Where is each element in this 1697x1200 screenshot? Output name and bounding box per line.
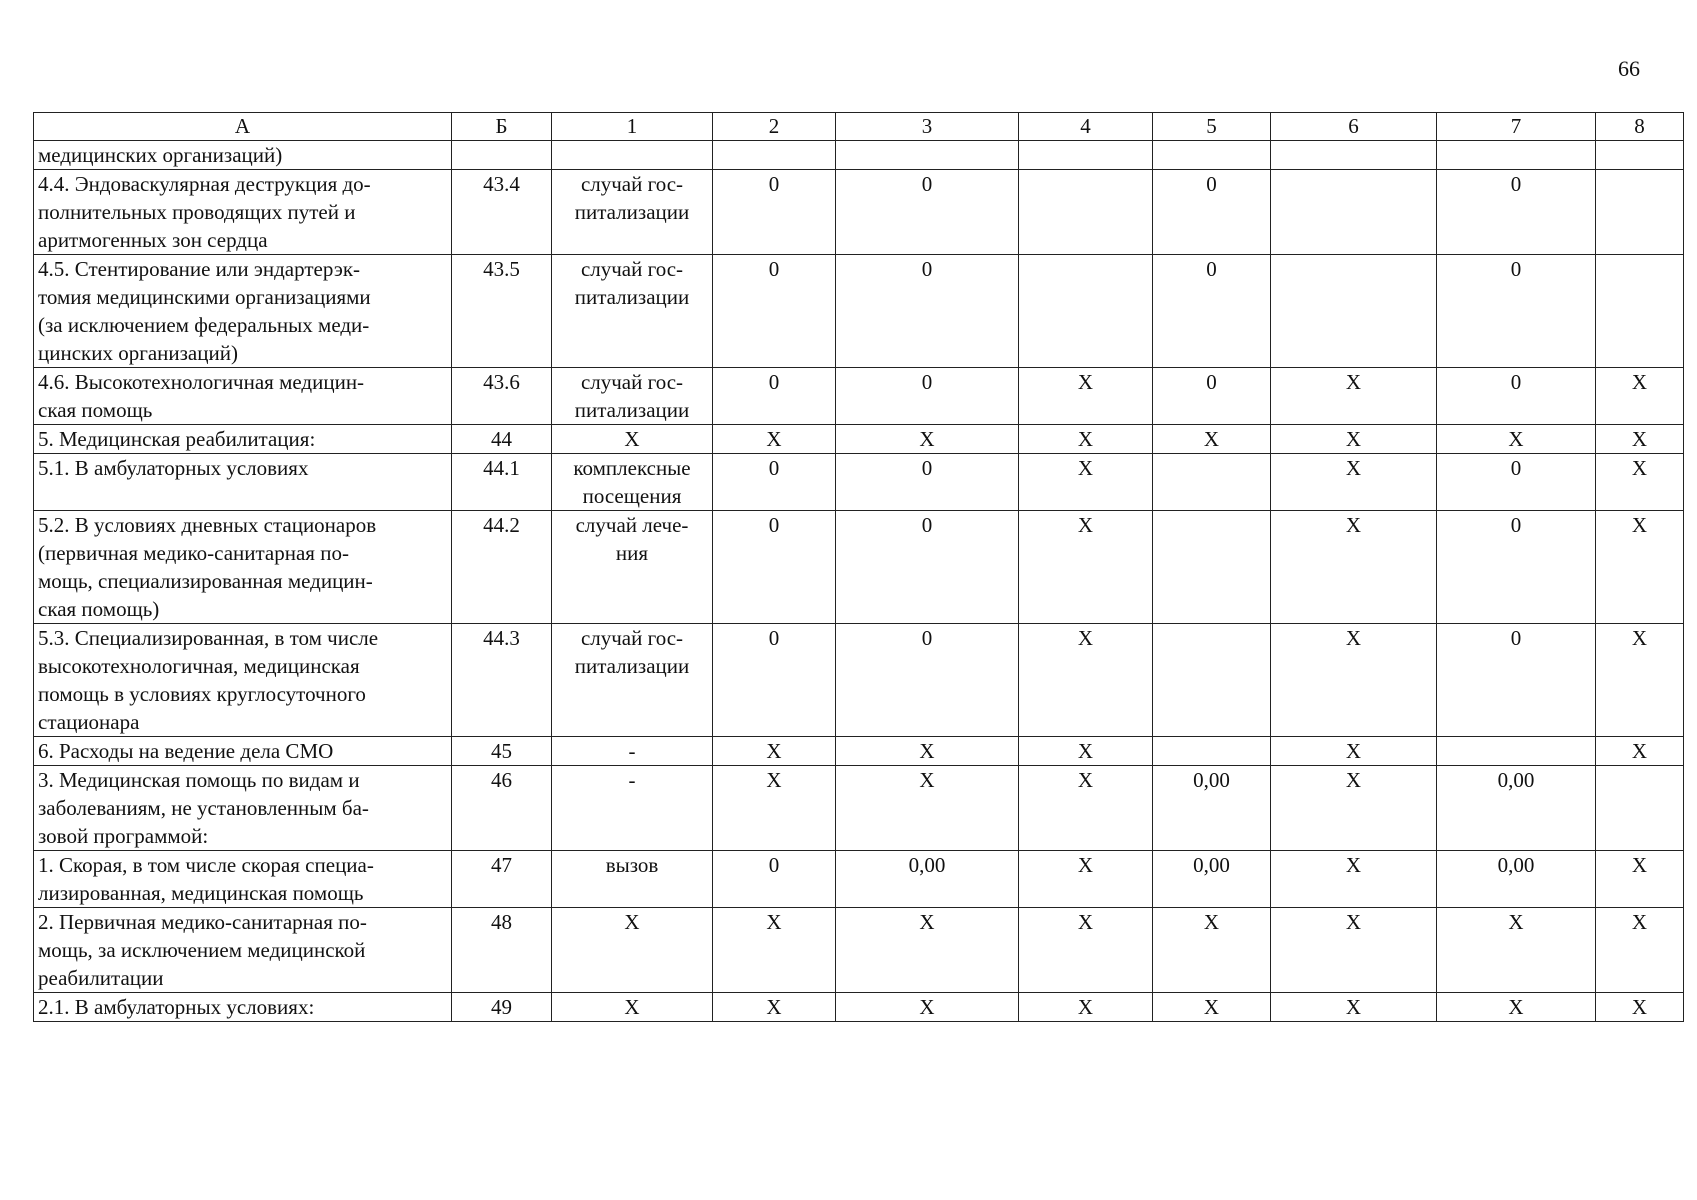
column-header: 7 [1437,113,1596,141]
page-number: 66 [1618,56,1640,81]
column-header: 5 [1153,113,1271,141]
row-code-cell: 44.2 [452,511,552,624]
col-7-cell: 0 [1437,255,1596,368]
table-row [34,170,1684,255]
cell-line: случай лече- [575,513,689,537]
col-5-cell [1153,737,1271,766]
row-unit-cell [552,511,713,624]
col-2-cell [713,141,836,170]
col-8-cell: X [1596,368,1684,425]
row-unit-cell [552,368,713,425]
col-3-cell [836,141,1019,170]
table-header-row [34,113,1684,141]
row-unit-cell: X [552,908,713,993]
cell-line: зовой программой: [38,824,209,848]
col-8-cell: X [1596,993,1684,1022]
col-8-cell: X [1596,454,1684,511]
col-6-cell: X [1271,766,1437,851]
col-4-cell: X [1019,454,1153,511]
row-name-cell: 5. Медицинская реабилитация: [34,425,452,454]
col-3-cell: 0 [836,255,1019,368]
col-5-cell [1153,624,1271,737]
cell-line: случай гос- [580,172,684,196]
cell-line: цинских организаций) [38,341,238,365]
column-header: 6 [1271,113,1437,141]
row-unit-cell: вызов [552,851,713,908]
column-header: 4 [1019,113,1153,141]
row-code-cell [452,141,552,170]
col-6-cell: X [1271,368,1437,425]
col-8-cell [1596,255,1684,368]
col-2-cell: 0 [713,368,836,425]
column-header: 8 [1596,113,1684,141]
table-row [34,425,1684,454]
col-7-cell: X [1437,993,1596,1022]
cell-line: мощь, за исключением медицинской [38,938,366,962]
cell-line: реабилитации [38,966,164,990]
cell-line: аритмогенных зон сердца [38,228,268,252]
cell-line: питализации [574,285,690,309]
col-7-cell: X [1437,425,1596,454]
col-3-cell: 0 [836,624,1019,737]
col-3-cell: X [836,993,1019,1022]
row-code-cell: 48 [452,908,552,993]
cell-line: полнительных проводящих путей и [38,200,356,224]
col-2-cell: 0 [713,851,836,908]
col-8-cell: X [1596,511,1684,624]
cell-line: случай гос- [580,370,684,394]
col-5-cell: 0 [1153,170,1271,255]
row-name-cell [34,511,452,624]
row-code-cell: 46 [452,766,552,851]
cell-line: 2. Первичная медико-санитарная по- [38,910,367,934]
col-8-cell: X [1596,425,1684,454]
col-8-cell: X [1596,624,1684,737]
col-8-cell [1596,170,1684,255]
col-6-cell: X [1271,851,1437,908]
cell-line: 1. Скорая, в том числе скорая специа- [38,853,374,877]
cell-line: ния [615,541,649,565]
row-unit-cell: X [552,425,713,454]
row-code-cell: 43.5 [452,255,552,368]
col-5-cell: 0,00 [1153,851,1271,908]
col-3-cell: X [836,908,1019,993]
cell-line: ская помощь) [38,597,160,621]
col-4-cell [1019,255,1153,368]
row-unit-cell [552,170,713,255]
col-7-cell [1437,141,1596,170]
col-6-cell: X [1271,908,1437,993]
table-row [34,454,1684,511]
row-code-cell: 43.6 [452,368,552,425]
row-code-cell: 44.3 [452,624,552,737]
cell-line: лизированная, медицинская помощь [38,881,364,905]
col-2-cell: 0 [713,170,836,255]
cell-line: (первичная медико-санитарная по- [38,541,349,565]
col-3-cell: X [836,766,1019,851]
row-name-cell [34,368,452,425]
col-4-cell: X [1019,511,1153,624]
col-6-cell: X [1271,425,1437,454]
cell-line: 5.2. В условиях дневных стационаров [38,513,377,537]
col-2-cell: X [713,766,836,851]
col-7-cell [1437,737,1596,766]
col-4-cell: X [1019,766,1153,851]
col-3-cell: 0 [836,454,1019,511]
column-header: Б [452,113,552,141]
col-5-cell: X [1153,993,1271,1022]
col-7-cell: 0,00 [1437,766,1596,851]
col-3-cell: 0 [836,368,1019,425]
col-2-cell: X [713,737,836,766]
cell-line: посещения [582,484,682,508]
row-unit-cell [552,624,713,737]
row-name-cell [34,766,452,851]
cell-line: 4.6. Высокотехнологичная медицин- [38,370,365,394]
col-7-cell: 0,00 [1437,851,1596,908]
col-7-cell: 0 [1437,511,1596,624]
row-code-cell: 45 [452,737,552,766]
col-3-cell: X [836,737,1019,766]
row-name-cell [34,851,452,908]
table-row [34,737,1684,766]
cell-line: ская помощь [38,398,153,422]
col-8-cell: X [1596,851,1684,908]
col-2-cell: X [713,425,836,454]
column-header: А [34,113,452,141]
row-unit-cell: - [552,766,713,851]
cell-line: случай гос- [580,626,684,650]
table-row [34,141,1684,170]
col-7-cell: 0 [1437,624,1596,737]
col-5-cell [1153,454,1271,511]
col-2-cell: 0 [713,454,836,511]
cell-line: случай гос- [580,257,684,281]
column-header: 3 [836,113,1019,141]
table-row [34,993,1684,1022]
row-unit-cell: - [552,737,713,766]
row-code-cell: 44 [452,425,552,454]
cell-line: 3. Медицинская помощь по видам и [38,768,360,792]
col-5-cell: 0 [1153,368,1271,425]
col-2-cell: 0 [713,624,836,737]
col-8-cell: X [1596,737,1684,766]
cell-line: 4.5. Стентирование или эндартерэк- [38,257,361,281]
cell-line: заболеваниям, не установленным ба- [38,796,369,820]
col-4-cell: X [1019,624,1153,737]
col-8-cell [1596,141,1684,170]
cell-line: стационара [38,710,140,734]
col-5-cell [1153,511,1271,624]
col-7-cell: 0 [1437,368,1596,425]
col-6-cell: X [1271,993,1437,1022]
col-2-cell: 0 [713,511,836,624]
col-3-cell: X [836,425,1019,454]
col-4-cell: X [1019,851,1153,908]
col-4-cell: X [1019,908,1153,993]
cell-line: 4.4. Эндоваскулярная деструкция до- [38,172,371,196]
col-6-cell [1271,255,1437,368]
col-4-cell: X [1019,425,1153,454]
cell-line: помощь в условиях круглосуточного [38,682,366,706]
col-6-cell: X [1271,624,1437,737]
col-2-cell: 0 [713,255,836,368]
cell-line: питализации [574,200,690,224]
row-unit-cell: X [552,993,713,1022]
col-7-cell: 0 [1437,170,1596,255]
table-row [34,255,1684,368]
cell-line: высокотехнологичная, медицинская [38,654,360,678]
col-7-cell: 0 [1437,454,1596,511]
column-header: 1 [552,113,713,141]
row-name-cell: 5.1. В амбулаторных условиях [34,454,452,511]
table-row [34,624,1684,737]
col-8-cell [1596,766,1684,851]
col-4-cell [1019,170,1153,255]
row-name-cell [34,170,452,255]
col-5-cell: X [1153,425,1271,454]
cell-line: томия медицинскими организациями [38,285,371,309]
row-unit-cell [552,141,713,170]
cell-line: (за исключением федеральных меди- [38,313,370,337]
row-name-cell [34,624,452,737]
cell-line: мощь, специализированная медицин- [38,569,373,593]
table-row [34,368,1684,425]
row-code-cell: 43.4 [452,170,552,255]
row-code-cell: 44.1 [452,454,552,511]
table-row [34,766,1684,851]
col-4-cell: X [1019,368,1153,425]
col-3-cell: 0 [836,170,1019,255]
cell-line: 5.3. Специализированная, в том числе [38,626,379,650]
row-name-cell [34,255,452,368]
column-header: 2 [713,113,836,141]
data-table [33,112,1684,1022]
col-6-cell: X [1271,737,1437,766]
cell-line: комплексные [573,456,691,480]
table-row [34,511,1684,624]
col-4-cell: X [1019,737,1153,766]
table-body [34,141,1684,1022]
col-5-cell: 0 [1153,255,1271,368]
table-row [34,908,1684,993]
table-row [34,851,1684,908]
col-8-cell: X [1596,908,1684,993]
row-name-cell: медицинских организаций) [34,141,452,170]
col-4-cell: X [1019,993,1153,1022]
col-6-cell [1271,170,1437,255]
col-6-cell [1271,141,1437,170]
row-unit-cell [552,454,713,511]
col-2-cell: X [713,908,836,993]
col-3-cell: 0,00 [836,851,1019,908]
row-unit-cell [552,255,713,368]
cell-line: питализации [574,654,690,678]
row-name-cell: 6. Расходы на ведение дела СМО [34,737,452,766]
row-code-cell: 47 [452,851,552,908]
row-name-cell [34,908,452,993]
col-6-cell: X [1271,454,1437,511]
col-5-cell: 0,00 [1153,766,1271,851]
col-3-cell: 0 [836,511,1019,624]
row-code-cell: 49 [452,993,552,1022]
row-name-cell: 2.1. В амбулаторных условиях: [34,993,452,1022]
col-5-cell [1153,141,1271,170]
col-7-cell: X [1437,908,1596,993]
col-4-cell [1019,141,1153,170]
cell-line: питализации [574,398,690,422]
col-2-cell: X [713,993,836,1022]
col-6-cell: X [1271,511,1437,624]
col-5-cell: X [1153,908,1271,993]
